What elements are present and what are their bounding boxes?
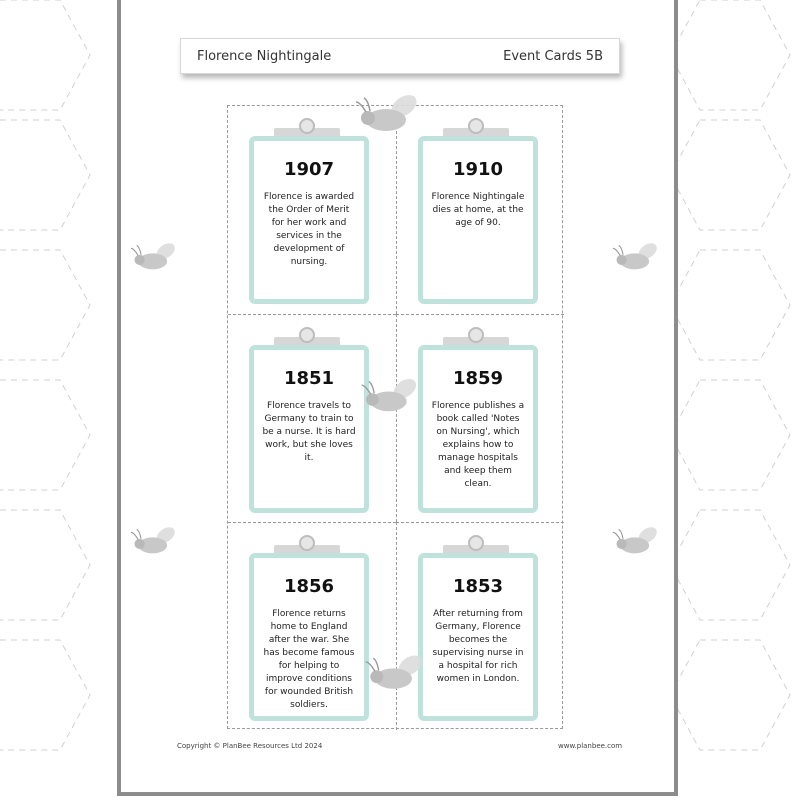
clipboard (418, 553, 538, 721)
card-year: 1859 (452, 368, 504, 389)
bee-icon (128, 236, 186, 278)
card-text: Florence travels to Germany to train to be a nurse. It is hard work, but she loves it. (262, 401, 356, 463)
header-label: Event Cards 5B (503, 48, 603, 64)
card-year: 1851 (283, 368, 335, 389)
card-text: Florence is awarded the Order of Merit for her work and services in the development of nursing. (263, 192, 355, 267)
card-text: After returning from Germany, Florence becomes the supervising nurse in a hospital for rich women in London. (432, 609, 524, 684)
clipboard (249, 136, 369, 304)
bee-icon (358, 372, 430, 420)
clipboard (249, 553, 369, 721)
bee-icon (610, 236, 668, 278)
event-card (228, 522, 396, 730)
card-text: Florence Nightingale dies at home, at the age of 90. (431, 192, 525, 228)
clipboard (418, 345, 538, 513)
card-year: 1910 (452, 159, 504, 180)
card-year: 1907 (283, 159, 335, 180)
card-year: 1856 (283, 576, 335, 597)
clipboard (418, 136, 538, 304)
event-card (396, 522, 564, 730)
footer-website: www.planbee.com (558, 742, 623, 750)
clipboard (249, 345, 369, 513)
bee-icon (128, 520, 186, 562)
bee-icon (610, 520, 668, 562)
card-year: 1853 (452, 576, 504, 597)
header-title: Florence Nightingale (197, 48, 332, 64)
card-text: Florence publishes a book called 'Notes on Nursing', which explains how to manage hospitals and keep them clean. (431, 401, 525, 489)
header-bar (180, 38, 620, 74)
bee-icon (362, 648, 436, 698)
bee-icon (352, 88, 432, 140)
card-text: Florence returns home to England after the war. She has become famous for helping to improve conditions for wounded British soldiers. (263, 609, 355, 710)
footer-copyright: Copyright © PlanBee Resources Ltd 2024 (177, 742, 323, 750)
